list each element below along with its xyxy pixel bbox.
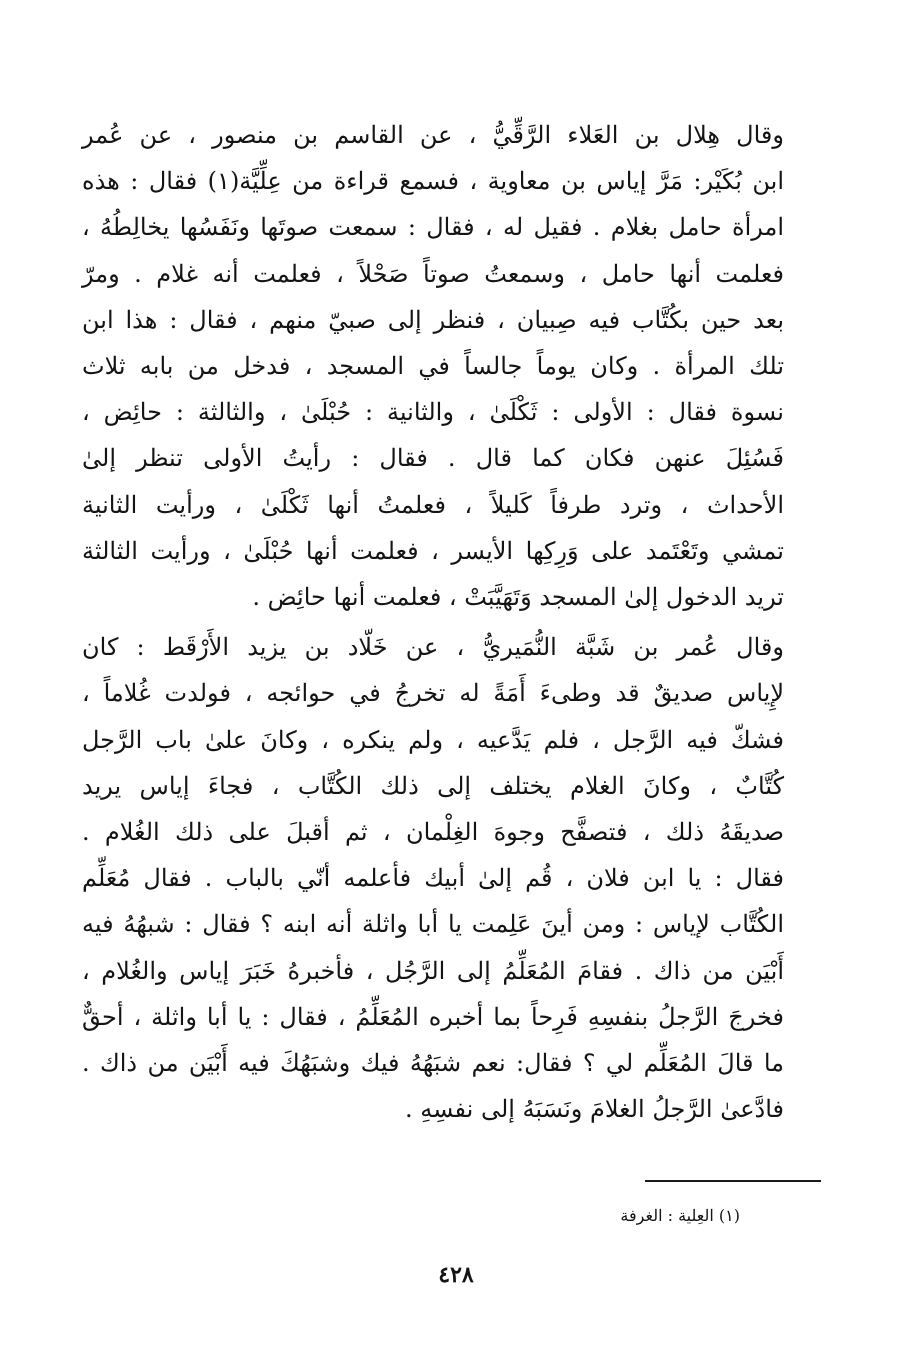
text-line: تريد الدخول إلىٰ المسجد وَتَهَيَّبَتْ ، فعلمت أنها حائِض . xyxy=(252,583,784,612)
text-line: وقال عُمر بن شَبَّة النُّمَيريُّ ، عن خَلّاد بن يزيد الأَرْقَط : كان xyxy=(82,633,784,662)
text-line: الكُتَّاب لإياس : ومن أينَ عَلِمت يا أبا واثلة أنه ابنه ؟ فقال : شبهُهُ فيه xyxy=(82,910,784,939)
text-line: فخرجَ الرَّجلُ بنفسِهِ فَرِحاً بما أخبره المُعَلِّمُ ، فقال : يا أبا واثلة ، أحقٌّ xyxy=(82,1002,784,1031)
text-line: فَسُئِلَ عنهن فكان كما قال . فقال : رأيتُ الأولى تنظر إلىٰ xyxy=(82,444,784,473)
text-line: تلك المرأة . وكان يوماً جالساً في المسجد ، فدخل من بابه ثلاث xyxy=(82,352,784,381)
text-line: الأحداث ، وترد طرفاً كَليلاً ، فعلمتُ أنها ثَكْلَىٰ ، ورأيت الثانية xyxy=(82,490,784,519)
text-line: وقال هِلال بن العَلاء الرَّقِّيُّ ، عن القاسم بن منصور ، عن عُمر xyxy=(82,121,784,149)
page-number: ٤٢٨ xyxy=(438,1262,474,1288)
text-line: أَبْيَن من ذاك . فقامَ المُعَلِّمُ إلى الرَّجُل ، فأخبرهُ خَبَرَ إياس والغُلام ، xyxy=(82,956,784,985)
main-text xyxy=(82,112,824,1132)
text-line: بعد حين بكُتَّاب فيه صِبيان ، فنظر إلى صبيّ منهم ، فقال : هذا ابن xyxy=(82,305,784,334)
text-line: امرأة حامل بغلام . فقيل له ، فقال : سمعت صوتَها ونَفَسُها يخالِطُهُ ، xyxy=(82,213,784,242)
footnote-divider xyxy=(645,1180,821,1182)
footnote: (١) العِلية : الغرفة xyxy=(620,1206,740,1225)
text-line: فعلمت أنها حامل ، وسمعتُ صوتاً صَحْلاً ، فعلمت أنه غلام . ومرّ xyxy=(82,259,784,288)
text-line: فقال : يا ابن فلان ، قُم إلىٰ أبيك فأعلمه أنّي بالباب . فقال مُعَلِّم xyxy=(82,864,784,893)
text-line: لإِياس صديقٌ قد وطىءَ أَمَةً له تخرجُ في حوائجه ، فولدت غُلاماً ، xyxy=(82,679,784,708)
paragraph-2 xyxy=(82,624,824,1132)
text-line: كُتَّابٌ ، وكانَ الغلام يختلف إلى ذلك الكُتَّاب ، فجاءَ إياس يريد xyxy=(82,771,784,800)
text-line: نسوة فقال : الأولى : ثَكْلَىٰ ، والثانية : حُبْلَىٰ ، والثالثة : حائِض ، xyxy=(82,398,784,427)
text-line: صديقَهُ ذلك ، فتصفَّح وجوهَ الغِلْمان ، ثم أقبلَ على ذلك الغُلام . xyxy=(82,818,784,847)
text-line: فشكّ فيه الرَّجل ، فلم يَدَّعيه ، ولم ينكره ، وكانَ علىٰ باب الرَّجل xyxy=(82,725,784,754)
text-line: فادَّعىٰ الرَّجلُ الغلامَ ونَسَبَهُ إلى نفسِهِ . xyxy=(404,1095,784,1124)
text-line: تمشي وتَعْتَمد على وَرِكِها الأيسر ، فعلمت أنها حُبْلَىٰ ، ورأيت الثالثة xyxy=(82,536,784,565)
text-line: ابن بُكَيْر: مَرَّ إياس بن معاوية ، فسمع قراءة من عِلِّيَّة(١) فقال : هذه xyxy=(82,167,784,196)
text-line: ما قالَ المُعَلِّم لي ؟ فقال: نعم شبَهُهُ فيك وشبَهُكَ فيه أَبْيَن من ذاك . xyxy=(82,1049,784,1078)
paragraph-1 xyxy=(82,112,824,620)
